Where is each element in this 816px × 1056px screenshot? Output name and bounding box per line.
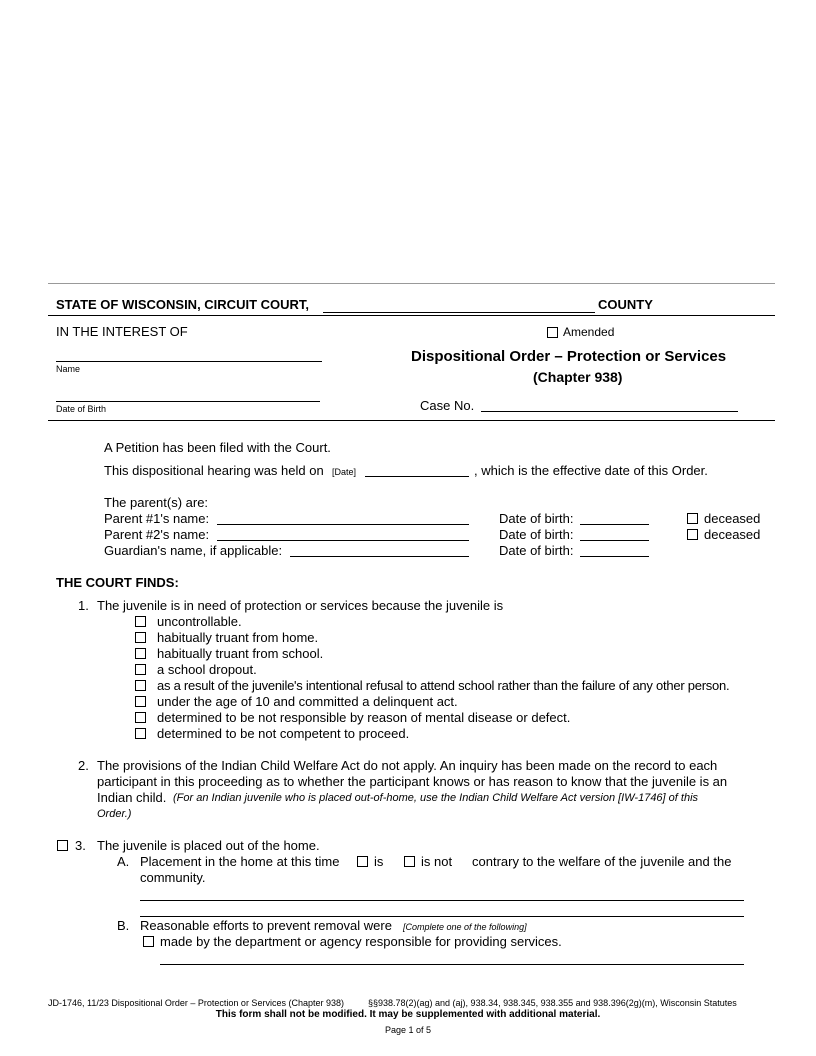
- parent2-deceased-label: deceased: [704, 527, 761, 542]
- county-label: COUNTY: [598, 297, 653, 312]
- top-rule: [48, 283, 775, 284]
- finding3-text: The juvenile is placed out of the home.: [97, 838, 320, 853]
- finding1-number: 1.: [78, 598, 89, 613]
- footer-page-number: Page 1 of 5: [384, 1025, 432, 1035]
- option-refusal-checkbox[interactable]: [135, 680, 146, 691]
- parent2-name-field[interactable]: [217, 540, 469, 541]
- footer-statutes: §§938.78(2)(ag) and (aj), 938.34, 938.345, 938.355 and 938.396(2g)(m), Wisconsin Statutes: [368, 998, 737, 1008]
- finding2-number: 2.: [78, 758, 89, 773]
- footer-form-id: JD-1746, 11/23 Dispositional Order – Protection or Services (Chapter 938): [48, 998, 344, 1008]
- option-not-responsible-checkbox[interactable]: [135, 712, 146, 723]
- header-rule: [48, 315, 775, 316]
- parent1-dob-label: Date of birth:: [499, 511, 574, 526]
- parents-heading: The parent(s) are:: [104, 495, 209, 510]
- name-label: Name: [56, 364, 81, 374]
- section-b-text: Reasonable efforts to prevent removal were: [140, 918, 392, 933]
- parent1-dob-field[interactable]: [580, 524, 649, 525]
- finding2-line3: Indian child.: [97, 790, 167, 805]
- name-field[interactable]: [56, 361, 322, 362]
- section-b-explanation-line[interactable]: [160, 964, 744, 965]
- case-no-field[interactable]: [481, 411, 738, 412]
- finding3-number: 3.: [75, 838, 86, 853]
- efforts-made-label: made by the department or agency responsible for providing services.: [160, 934, 562, 949]
- finding2-note-line2: Order.): [97, 808, 132, 820]
- option-truant-school-checkbox[interactable]: [135, 648, 146, 659]
- hearing-date-field[interactable]: [365, 476, 469, 477]
- hearing-text-post: , which is the effective date of this Order.: [474, 463, 708, 478]
- option-not-competent-checkbox[interactable]: [135, 728, 146, 739]
- option-under-ten-label: under the age of 10 and committed a delinquent act.: [157, 694, 458, 709]
- parent1-label: Parent #1's name:: [104, 511, 210, 526]
- form-title: Dispositional Order – Protection or Services: [411, 348, 727, 365]
- parent1-name-field[interactable]: [217, 524, 469, 525]
- section-a-explanation-line1[interactable]: [140, 900, 744, 901]
- case-no-label: Case No.: [420, 398, 475, 413]
- finding2-line2: participant in this proceeding as to whether the participant knows or has reason to know that the juvenile is an: [97, 774, 728, 789]
- option-refusal-label: as a result of the juvenile's intentional refusal to attend school rather than the failure of any other person.: [157, 678, 730, 693]
- petition-text: A Petition has been filed with the Court.: [104, 440, 331, 455]
- section-a-text: Placement in the home at this time: [140, 854, 340, 869]
- guardian-dob-field[interactable]: [580, 556, 649, 557]
- option-truant-home-label: habitually truant from home.: [157, 630, 319, 645]
- parent2-label: Parent #2's name:: [104, 527, 210, 542]
- date-of-birth-field[interactable]: [56, 401, 320, 402]
- court-finds-heading: THE COURT FINDS:: [56, 575, 179, 590]
- form-subtitle: (Chapter 938): [533, 369, 623, 385]
- option-not-competent-label: determined to be not competent to proceed.: [157, 726, 410, 741]
- parent1-deceased-label: deceased: [704, 511, 761, 526]
- section-b-hint: [Complete one of the following]: [403, 922, 527, 932]
- option-dropout-label: a school dropout.: [157, 662, 257, 677]
- county-field[interactable]: [323, 312, 595, 313]
- option-dropout-checkbox[interactable]: [135, 664, 146, 675]
- option-truant-home-checkbox[interactable]: [135, 632, 146, 643]
- placement-is-not-label: is not: [421, 854, 453, 869]
- hearing-date-hint: [Date]: [332, 467, 357, 477]
- finding2-line1: The provisions of the Indian Child Welfare Act do not apply. An inquiry has been made on the record to each: [97, 758, 718, 773]
- parent2-deceased-checkbox[interactable]: [687, 529, 698, 540]
- option-uncontrollable-label: uncontrollable.: [157, 614, 242, 629]
- section-b-letter: B.: [117, 918, 130, 933]
- option-under-ten-checkbox[interactable]: [135, 696, 146, 707]
- finding1-text: The juvenile is in need of protection or services because the juvenile is: [97, 598, 504, 613]
- section-a-rest-line1: contrary to the welfare of the juvenile and the: [472, 854, 732, 869]
- option-truant-school-label: habitually truant from school.: [157, 646, 324, 661]
- amended-checkbox[interactable]: [547, 327, 558, 338]
- guardian-label: Guardian's name, if applicable:: [104, 543, 283, 558]
- parent2-dob-field[interactable]: [580, 540, 649, 541]
- finding3-checkbox[interactable]: [57, 840, 68, 851]
- placement-is-not-checkbox[interactable]: [404, 856, 415, 867]
- section-a-letter: A.: [117, 854, 130, 869]
- efforts-made-checkbox[interactable]: [143, 936, 154, 947]
- guardian-name-field[interactable]: [290, 556, 469, 557]
- parent2-dob-label: Date of birth:: [499, 527, 574, 542]
- section-a-rest-line2: community.: [140, 870, 206, 885]
- finding2-note-line1: (For an Indian juvenile who is placed out-of-home, use the Indian Child Welfare Act version [IW-1746] of this: [173, 792, 699, 804]
- option-uncontrollable-checkbox[interactable]: [135, 616, 146, 627]
- hearing-text-pre: This dispositional hearing was held on: [104, 463, 324, 478]
- placement-is-label: is: [374, 854, 384, 869]
- in-interest-label: IN THE INTEREST OF: [56, 324, 188, 339]
- option-not-responsible-label: determined to be not responsible by reason of mental disease or defect.: [157, 710, 571, 725]
- state-court-label: STATE OF WISCONSIN, CIRCUIT COURT,: [56, 297, 310, 312]
- guardian-dob-label: Date of birth:: [499, 543, 574, 558]
- amended-label: Amended: [563, 325, 615, 339]
- placement-is-checkbox[interactable]: [357, 856, 368, 867]
- footer-notice: This form shall not be modified. It may be supplemented with additional material.: [215, 1009, 601, 1020]
- header-bottom-rule: [48, 420, 775, 421]
- date-of-birth-label: Date of Birth: [56, 404, 107, 414]
- section-a-explanation-line2[interactable]: [140, 916, 744, 917]
- parent1-deceased-checkbox[interactable]: [687, 513, 698, 524]
